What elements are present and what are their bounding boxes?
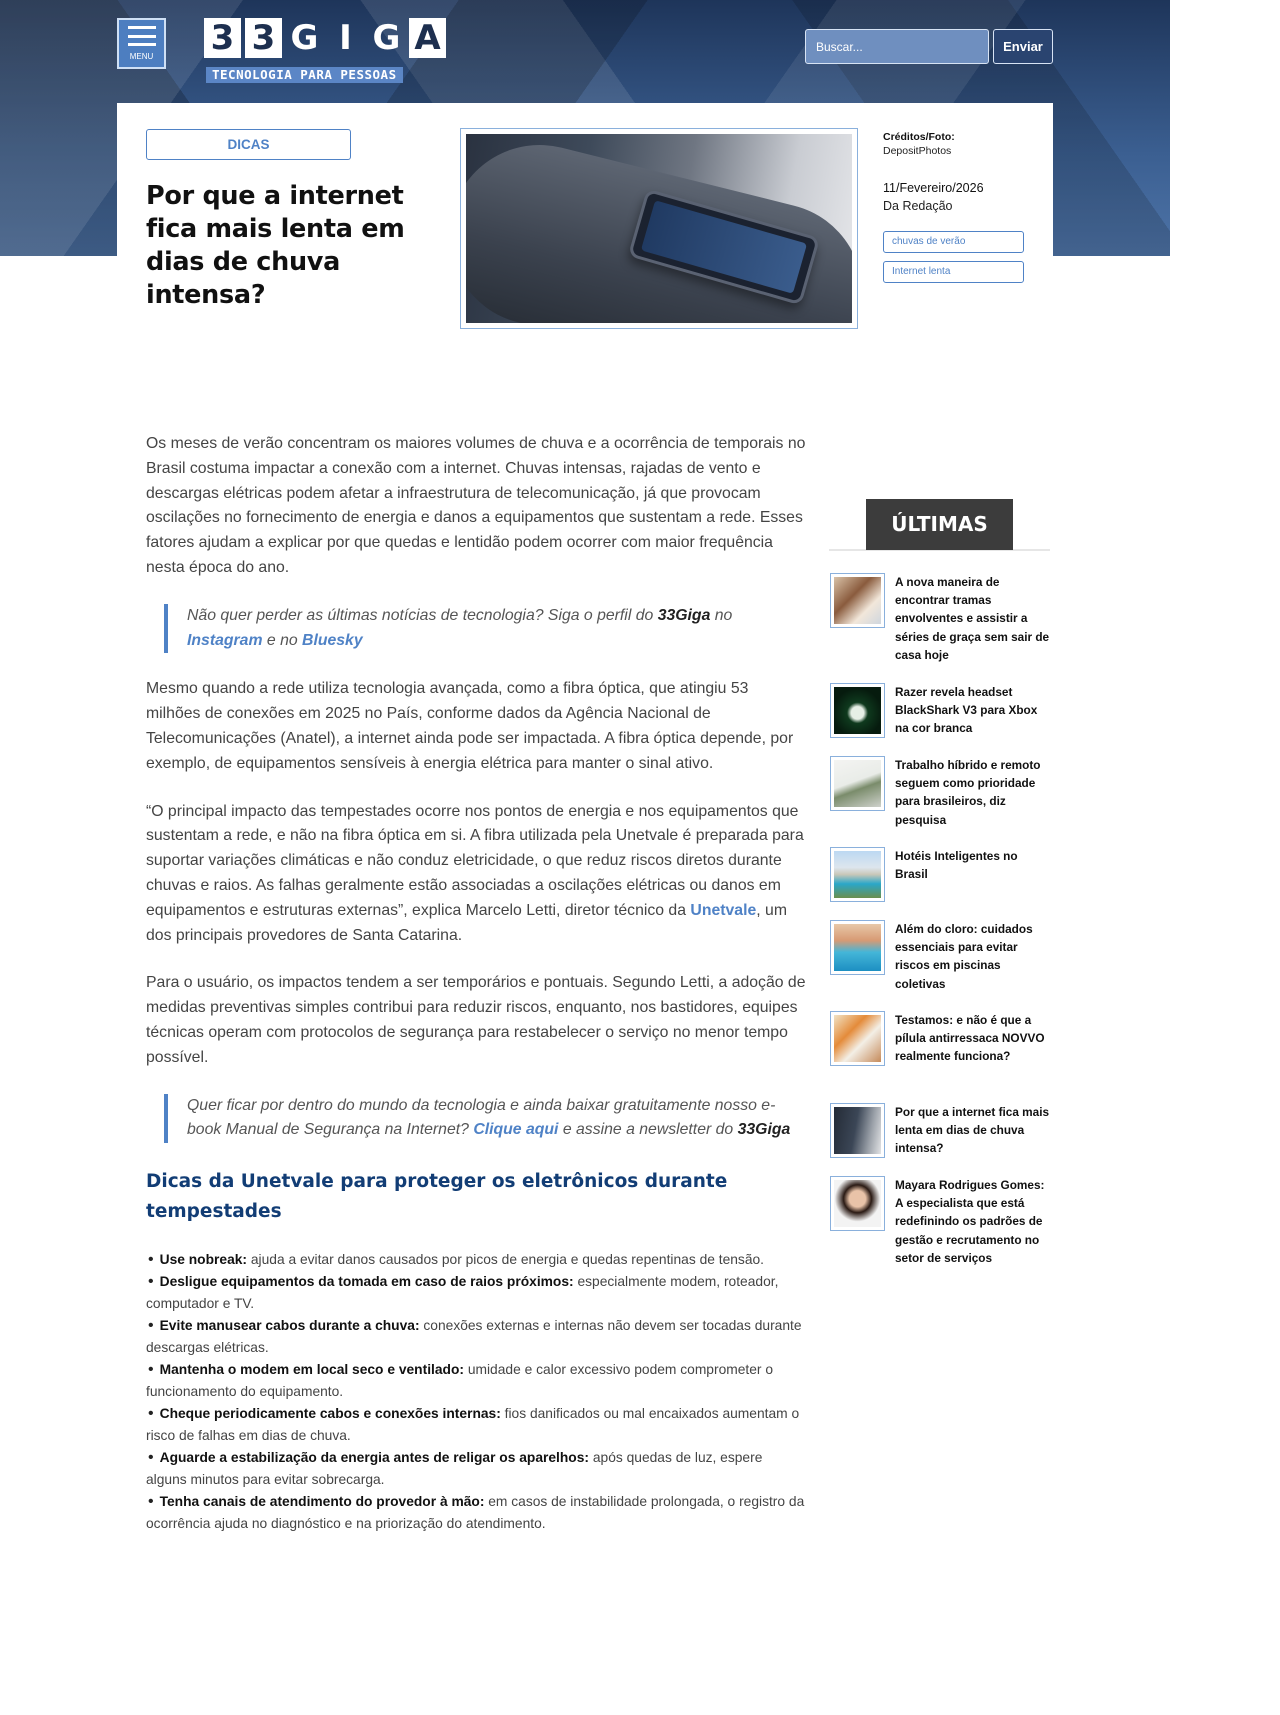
site-logo[interactable] — [204, 18, 480, 84]
tips-list — [146, 1249, 806, 1535]
blockquote: Quer ficar por dentro do mundo da tecnologia e ainda baixar gratuitamente nosso e-book Manual de Segurança na Internet? Clique aqui e assine a newsletter do 33Giga — [164, 1094, 806, 1144]
list-item: • Cheque periodicamente cabos e conexões internas: fios danificados ou mal encaixados aumentam o risco de falhas em dias de chuva. — [146, 1403, 806, 1447]
logo-char: I — [339, 18, 352, 58]
section-heading: Dicas da Unetvale para proteger os eletrônicos durante tempestades — [146, 1171, 728, 1223]
logo-char: G — [290, 18, 319, 58]
paragraph: “O principal impacto das tempestades ocorre nos pontos de energia e nos equipamentos que sustentam a rede, e não na fibra óptica em si. A fibra utilizada pela Unetvale é preparada para suportar variações climáticas e não conduz eletricidade, o que reduz riscos diretos durante chuvas e raios. As falhas geralmente estão associadas a oscilações elétricas ou danos em equipamentos e estruturas externas”, explica Marcelo Letti, diretor técnico da Unetvale, um dos principais provedores de Santa Catarina. — [146, 802, 804, 944]
article-header-card — [117, 103, 1053, 363]
logo-char: 3 — [245, 18, 282, 58]
list-item: • Desligue equipamentos da tomada em caso de raios próximos: especialmente modem, roteador, computador e TV. — [146, 1271, 806, 1315]
latest-news-sidebar — [829, 499, 1050, 1265]
publish-date: 11/Fevereiro/2026 — [883, 181, 984, 195]
article-body — [146, 432, 806, 1535]
list-item: • Tenha canais de atendimento do provedor à mão: em casos de instabilidade prolongada, o registro da ocorrência ajuda no diagnóstico e na priorização do atendimento. — [146, 1491, 806, 1535]
tag-link[interactable]: Internet lenta — [883, 261, 1024, 283]
credits-label: Créditos/Foto: — [883, 131, 955, 143]
news-thumbnail[interactable] — [830, 847, 885, 902]
news-title[interactable]: Testamos: e não é que a pílula antirressaca NOVVO realmente funciona? — [895, 1013, 1045, 1064]
sidebar-heading-bar — [829, 499, 1050, 551]
list-item: • Use nobreak: ajuda a evitar danos causados por picos de energia e quedas repentinas de tensão. — [146, 1249, 806, 1271]
hamburger-icon — [128, 26, 156, 46]
menu-label: MENU — [129, 52, 154, 61]
blockquote: Não quer perder as últimas notícias de tecnologia? Siga o perfil do 33Giga no Instagram e no Bluesky — [164, 604, 806, 654]
bluesky-link[interactable]: Bluesky — [302, 631, 363, 649]
category-badge[interactable]: DICAS — [146, 129, 351, 160]
instagram-link[interactable]: Instagram — [187, 631, 263, 649]
credits-value: DepositPhotos — [883, 145, 952, 157]
news-thumbnail[interactable] — [830, 1103, 885, 1158]
tag-link[interactable]: chuvas de verão — [883, 231, 1024, 253]
logo-char: G — [372, 18, 401, 58]
article-featured-image — [460, 128, 858, 329]
paragraph: Os meses de verão concentram os maiores volumes de chuva e a ocorrência de temporais no Brasil costuma impactar a conexão com a internet. Chuvas intensas, rajadas de vento e descargas elétricas podem afetar a infraestrutura de telecomunicação, já que provocam oscilações no fornecimento de energia e danos a equipamentos que sustentam a rede. Esses fatores ajudam a explicar por que quedas e lentidão podem ocorrer com maior frequência nesta época do ano. — [146, 435, 806, 576]
logo-char: A — [409, 18, 446, 58]
article-title: Por que a internet fica mais lenta em dias de chuva intensa? — [146, 181, 405, 310]
news-title[interactable]: A nova maneira de encontrar tramas envolventes e assistir a séries de graça sem sair de casa hoje — [895, 575, 1050, 662]
paragraph: Para o usuário, os impactos tendem a ser temporários e pontuais. Segundo Letti, a adoção de medidas preventivas simples contribui para reduzir riscos, enquanto, nos bastidores, equipes técnicas operam com protocolos de segurança para restabelecer o serviço no menor tempo possível. — [146, 974, 806, 1066]
unetvale-link[interactable]: Unetvale — [690, 901, 757, 919]
news-title[interactable]: Trabalho híbrido e remoto seguem como prioridade para brasileiros, diz pesquisa — [895, 758, 1041, 827]
menu-button[interactable] — [117, 18, 166, 69]
news-thumbnail[interactable] — [830, 756, 885, 811]
news-title[interactable]: Além do cloro: cuidados essenciais para evitar riscos em piscinas coletivas — [895, 922, 1033, 991]
sidebar-heading: ÚLTIMAS — [866, 499, 1013, 550]
search-input[interactable] — [805, 29, 989, 64]
list-item: • Evite manusear cabos durante a chuva: conexões externas e internas não devem ser tocadas durante descargas elétricas. — [146, 1315, 806, 1359]
news-thumbnail[interactable] — [830, 573, 885, 628]
newsletter-link[interactable]: Clique aqui — [473, 1121, 559, 1139]
logo-char: 3 — [204, 18, 241, 58]
news-thumbnail[interactable] — [830, 1176, 885, 1231]
logo-tagline: TECNOLOGIA PARA PESSOAS — [206, 67, 403, 83]
list-item: • Aguarde a estabilização da energia antes de religar os aparelhos: após quedas de luz, espere alguns minutos para evitar sobrecarga. — [146, 1447, 806, 1491]
news-title[interactable]: Por que a internet fica mais lenta em dias de chuva intensa? — [895, 1105, 1050, 1156]
news-thumbnail[interactable] — [830, 683, 885, 738]
news-thumbnail[interactable] — [830, 1011, 885, 1066]
news-thumbnail[interactable] — [830, 920, 885, 975]
list-item: • Mantenha o modem em local seco e ventilado: umidade e calor excessivo podem comprometer o funcionamento do equipamento. — [146, 1359, 806, 1403]
paragraph: Mesmo quando a rede utiliza tecnologia avançada, como a fibra óptica, que atingiu 53 milhões de conexões em 2025 no País, conforme dados da Agência Nacional de Telecomunicações (Anatel), a internet ainda pode ser impactada. A fibra óptica depende, por exemplo, de equipamentos sensíveis à energia elétrica para manter o sinal ativo. — [146, 680, 794, 772]
article-meta — [883, 131, 1033, 283]
news-title[interactable]: Hotéis Inteligentes no Brasil — [895, 849, 1018, 882]
news-title[interactable]: Razer revela headset BlackShark V3 para Xbox na cor branca — [895, 685, 1038, 736]
author: Da Redação — [883, 199, 953, 213]
news-title[interactable]: Mayara Rodrigues Gomes: A especialista que está redefinindo os padrões de gestão e recrutamento no setor de serviços — [895, 1178, 1045, 1265]
search-submit-button[interactable]: Enviar — [993, 29, 1053, 64]
